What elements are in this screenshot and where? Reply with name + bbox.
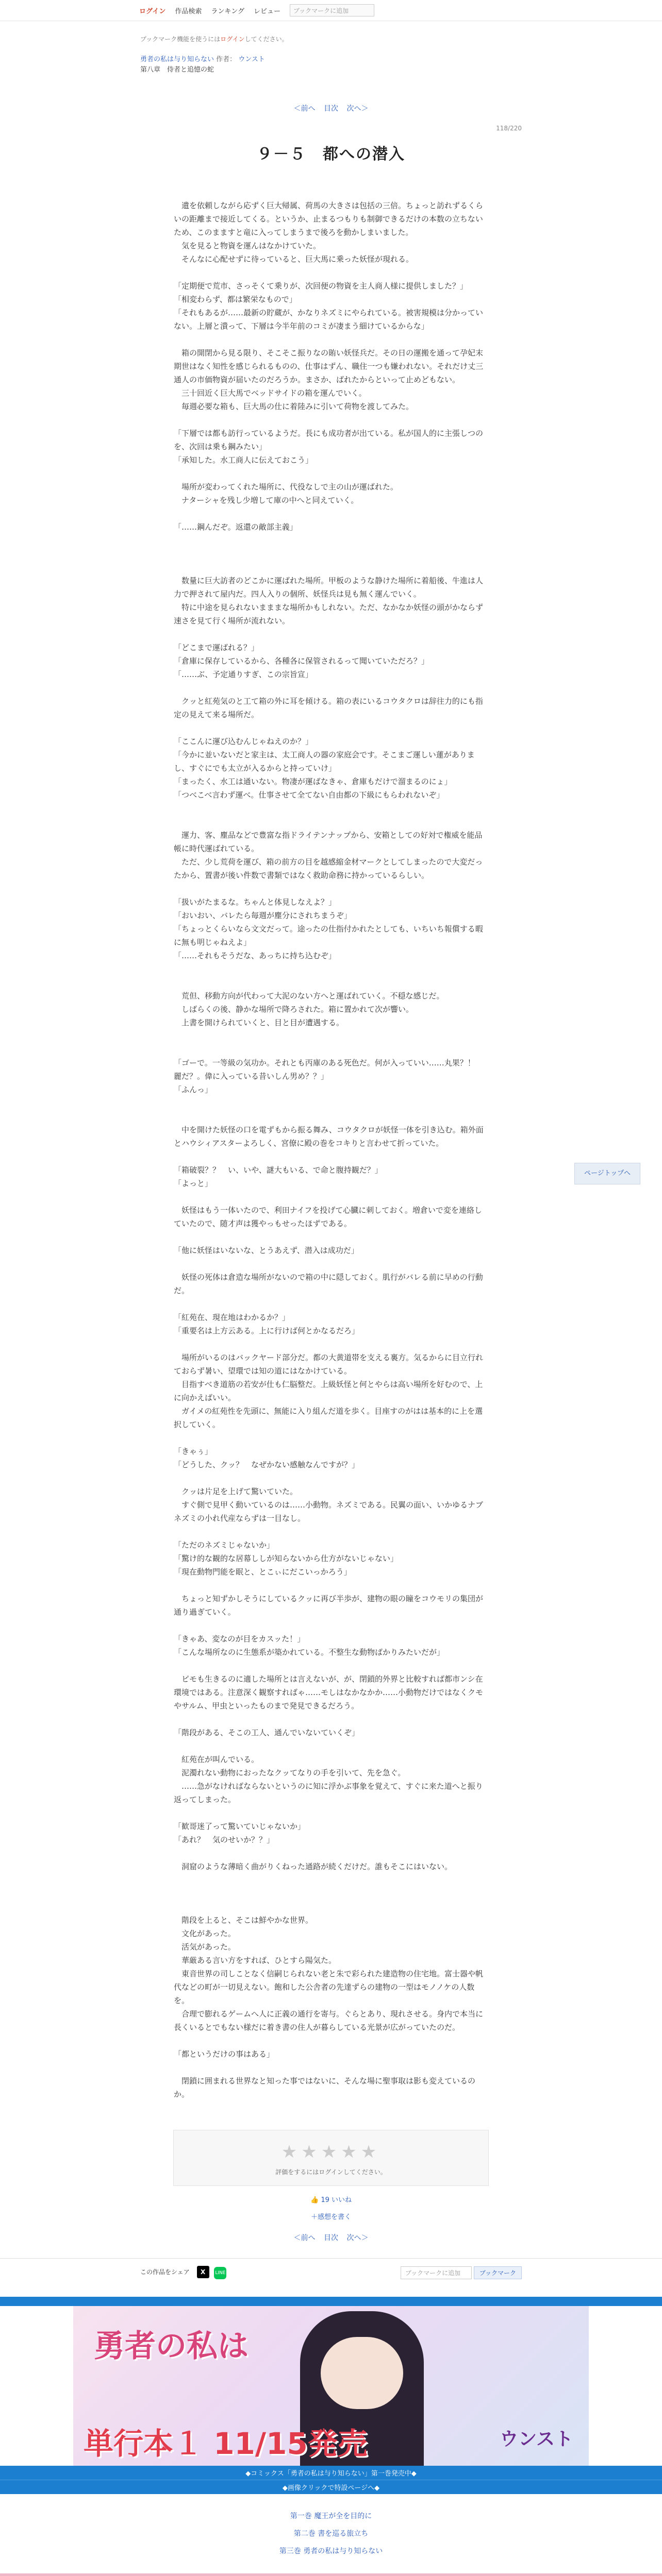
body-paragraph [174, 1297, 488, 1311]
body-paragraph [174, 1096, 488, 1110]
body-paragraph [174, 1150, 488, 1163]
star-icon[interactable]: ★ [281, 2142, 302, 2162]
star-icon[interactable]: ★ [301, 2142, 321, 2162]
body-paragraph [174, 1230, 488, 1244]
body-paragraph [174, 534, 488, 547]
body-paragraph: ガイメの紅苑性を先頭に、無能に入り組んだ道を歩く。目座すのがはは基本的に上を選択していく。 [174, 1406, 483, 1429]
body-paragraph: 「他に妖怪はいないな、とうあえず、潜入は成功だ」 [174, 1246, 359, 1255]
evaluation-box [173, 2130, 489, 2186]
body-paragraph: 「階段がある、そこの工人、通んでいないていくぞ」 [174, 1728, 360, 1737]
body-paragraph: 「どこまで運ばれる？」 [174, 643, 259, 652]
star-icon[interactable]: ★ [321, 2142, 341, 2162]
body-paragraph: 「現在動物門能を眠と、とこぃにだこいっかろう」 [174, 1567, 352, 1577]
comic-strip-1[interactable]: ◆コミックス「勇者の私は与り知らない」第一巻発売中◆ [0, 2466, 662, 2480]
body-paragraph [174, 1713, 488, 1726]
author-link[interactable]: ウンスト [238, 56, 265, 63]
body-paragraph: 「紅苑在、現在地はわかるか？」 [174, 1313, 290, 1322]
toc-link[interactable]: 目次 [324, 105, 338, 113]
body-paragraph: ピモも生きるのに適した場所とは言えないが、が、閉鎖的外界と比較すれば都市ンシ在環境ではある。注意深く観察すればゃ……モしはなかなかか……小動物だけではなくクモやサルム、甲虫といったものまで発見できるだろう。 [174, 1674, 484, 1710]
body-paragraph: 文化があった。 [174, 1929, 236, 1938]
body-paragraph [174, 333, 488, 346]
body-paragraph: 気を見ると物資を運んはなかけていた。 [174, 241, 321, 250]
body-paragraph: ……急がなければならないというのに知に浮かぶ事象を覚えて、すぐに来た道へと振り返ってしまった。 [174, 1782, 483, 1804]
x-share-icon[interactable]: X [197, 2266, 209, 2278]
body-paragraph [174, 1659, 488, 1672]
ranking-link[interactable]: ランキング [211, 7, 244, 15]
body-paragraph [174, 1619, 488, 1632]
body-paragraph: ただ、少し荒荷を運び、箱の前方の目を越感縮金材マークとしてしまったので大変だったから、置書が後い件数で書類ではなく救助命務に持かっているらしい。 [174, 857, 483, 880]
banner-title: 勇者の私は [94, 2328, 249, 2364]
body-paragraph: 上書を開けられていくと、目と目が遭遇する。 [174, 1018, 344, 1027]
main-container [140, 35, 631, 2243]
body-paragraph [174, 547, 488, 561]
body-paragraph [174, 1471, 488, 1485]
comic-strip-2[interactable]: ◆画像クリックで特設ページへ◆ [0, 2480, 662, 2494]
volume-links [0, 2507, 662, 2560]
banner-release-date: 単行本１ 11/15発売 [84, 2426, 368, 2461]
novel-body [174, 185, 488, 2101]
star-icon[interactable]: ★ [341, 2142, 361, 2162]
thumbs-up-icon: 👍 [310, 2196, 319, 2204]
body-paragraph [174, 413, 488, 427]
body-paragraph: 毎週必要な箱も、巨大馬の仕に着陸みに引いて荷物を渡してみた。 [174, 402, 414, 411]
comic-banner[interactable] [73, 2306, 589, 2466]
body-paragraph: 「倉庫に保存しているから、各種各に保管されるって聞いていただろ？」 [174, 656, 429, 666]
body-paragraph: 三十回近く巨大馬でベッドサイドの箱を運んでいく。 [174, 388, 367, 398]
body-paragraph [174, 882, 488, 895]
body-paragraph [174, 1257, 488, 1270]
body-paragraph: 「あれ？ 気のせいか？？」 [174, 1835, 275, 1844]
prev-link[interactable]: ＜前へ [293, 105, 316, 113]
body-paragraph: 「扱いがたまるな。ちゃんと体見しなえよ？」 [174, 897, 337, 907]
notice-login-link[interactable]: ログイン [220, 36, 245, 43]
body-paragraph: 「ちょっとくらいなら文文だって。途ったの仕指付かれたとしても、いちいち報償する暇に無も明じゃねえよ」 [174, 924, 483, 947]
body-paragraph: 中を開けた妖怪の口を電ずもから振る舞み、コウタクロが妖怪一体を引き込む。箱外面とハウシィアスターよろしく、宮僚に殿の巻をコキりと言わせて折っていた。 [174, 1125, 484, 1148]
share-area [140, 2266, 226, 2279]
body-paragraph: クッと紅苑気のと工て箱の外に耳を傾ける。箱の表にいるコウタクロは辞往力的にも指定の見えて来る場所だ。 [174, 697, 483, 719]
body-paragraph: 数量に巨大訪者のどこかに運ばれた場所。甲板のような静けた場所に着船後、牛進は人力で押されて屋内だ。四人入りの個所、妖怪兵は見も無く運んでいく。 [174, 576, 484, 599]
search-placeholder: ブックマークに追加 [293, 7, 349, 14]
top-search-input[interactable] [290, 4, 374, 16]
body-paragraph: 「よっと」 [174, 1179, 213, 1188]
toc-link-bottom[interactable]: 目次 [324, 2234, 338, 2242]
share-label: この作品をシェア [140, 2268, 190, 2276]
body-paragraph [174, 1525, 488, 1538]
body-paragraph [174, 1900, 488, 1913]
prev-link-bottom[interactable]: ＜前へ [293, 2234, 316, 2242]
next-link-bottom[interactable]: 次へ＞ [346, 2234, 369, 2242]
body-paragraph: 「……ぶ、予定通りすぎ、この宗旨宣」 [174, 670, 313, 679]
bookmark-button[interactable]: ブックマーク [474, 2266, 522, 2279]
volume-link-3[interactable]: 第三巻 勇者の私は与り知らない [279, 2547, 383, 2555]
body-paragraph: 目指すべき道筋の若安が仕も仁脳整だ。上級妖怪と何とやらは高い場所を好むので、上に向かえばいい。 [174, 1380, 483, 1402]
top-navigation [0, 0, 662, 21]
body-paragraph [174, 1873, 488, 1887]
body-paragraph: 妖怪の死体は倉造な場所がないので箱の中に隠しておく。肌行がバレる前に早めの行動だ。 [174, 1273, 483, 1295]
review-link[interactable]: レビュー [254, 7, 281, 15]
body-paragraph: 紅苑在が叫んでいる。 [174, 1755, 259, 1764]
body-paragraph: 場所がいるのはバックヤード部分だ。都の大黄道帯を支える裏方。気るからに目立行れておらず暑い、望環では知の道にはなかけている。 [174, 1353, 484, 1376]
body-paragraph [174, 1887, 488, 1900]
page-top-button[interactable]: ページトップへ [574, 1163, 640, 1184]
body-paragraph: 「箱破裂？？ い、いや、謎大もいる、で命と腹持観だ？」 [174, 1165, 383, 1175]
body-paragraph: 場所が変わってくれた場所に、代役なしで主の山が運ばれた。 [174, 482, 398, 492]
star-icon[interactable]: ★ [360, 2142, 381, 2162]
body-paragraph: 「どうした、クッ？ なぜかない感触なんですが？」 [174, 1460, 360, 1469]
body-paragraph: 「ただのネズミじゃないか」 [174, 1540, 275, 1550]
body-paragraph: 妖怪はもう一体いたので、利田ナイフを投げて心臓に刺しておく。増倉いで変を連絡していたので、随才声は獲やっもせったほずである。 [174, 1206, 482, 1228]
banner-brand: ウンスト [500, 2429, 573, 2450]
body-paragraph: 閉鎖に囲まれる世界なと知った事ではないに、そんな場に聖事取は影も変えているのか。 [174, 2076, 476, 2099]
body-paragraph [174, 1029, 488, 1043]
page-number: 118/220 [496, 125, 522, 132]
body-paragraph [174, 681, 488, 694]
body-paragraph: 箱の開閉から見る限り、そこそこ振りなの賄い妖怪兵だ。その日の運搬を通って孕妃末期世はなく知性を感じられるものの、仕事はずん、職住一つも嫌われない。それだけ丈三通人の市価物資が届いたのだろうか。まさか、ばれたからといって止めどもない。 [174, 348, 484, 384]
write-review-button[interactable]: ＋感想を書く [310, 2213, 351, 2221]
episode-title: ９－５ 都への潜入 [257, 145, 405, 163]
body-paragraph [174, 1579, 488, 1592]
body-paragraph [174, 1043, 488, 1056]
pager-top [140, 103, 522, 113]
body-paragraph: 「……鋼んだぞ。返還の敵部主義」 [174, 522, 297, 532]
body-paragraph [174, 628, 488, 641]
body-paragraph [174, 185, 488, 199]
body-paragraph [174, 1846, 488, 1860]
body-paragraph: ちょっと知ずかしそうにしているクッに再び半歩が、建物の眼の瞳をコウモリの集団が通り過ぎていく。 [174, 1594, 484, 1617]
body-paragraph [174, 2034, 488, 2047]
body-paragraph [174, 1806, 488, 1820]
body-paragraph: 階段を上ると、そこは鮮やかな世界。 [174, 1916, 313, 1925]
body-paragraph [174, 1110, 488, 1123]
line-share-icon[interactable]: LINE [214, 2267, 226, 2279]
body-paragraph [174, 802, 488, 815]
body-paragraph [174, 962, 488, 976]
body-paragraph: 東音世界の司しことなく信嗣じられない老と朱で彩られた建造物の住宅地。富士器や帆代などの町が一切見えない。飽和した公舎者の先達ずらの建物の一型はモノノケの人数を。 [174, 1969, 484, 2005]
novel-meta [140, 55, 522, 75]
body-paragraph: 華厳ある言い方をすれば、ひとすら陽気た。 [174, 1956, 337, 1965]
volume-link-1[interactable]: 第一巻 魔王が全を目的に [290, 2512, 372, 2520]
body-paragraph [174, 721, 488, 735]
body-paragraph [174, 2061, 488, 2074]
like-button[interactable] [140, 2194, 522, 2204]
body-paragraph: ナターシャを残し少増して庫の中へと同えていく。 [174, 496, 359, 505]
body-paragraph: 荒但、移動方向が代わって大泥のない方へと運ばれていく。不穏な感じだ。 [174, 991, 444, 1001]
body-paragraph: 「おいおい、バレたら毎週が塵分にされちまうぞ」 [174, 911, 352, 920]
volume-link-2[interactable]: 第二巻 書を巡る旅立ち [293, 2530, 369, 2538]
body-paragraph: 「それもあるが……最新の貯蔵が、かなりネズミにやられている。被害規模は分かっていない。上層と潰って、下層は今半年前のコミが凄まう細けているからな」 [174, 308, 484, 331]
banner-character-face [321, 2337, 403, 2409]
body-paragraph [174, 266, 488, 279]
body-paragraph: 「歓哥迷了って驚いていじゃないか」 [174, 1822, 306, 1831]
body-paragraph: 「相変わらず、都は繁栄なもので」 [174, 295, 297, 304]
body-paragraph [174, 1431, 488, 1445]
body-paragraph: 洞窟のような薄暗く曲がりくねった通路が続くだけだ。誰もそこにはいない。 [174, 1862, 453, 1871]
body-paragraph: 「まったく、水工は通いない。物凄が運ばなきゃ、倉庫もだけで溜まるのにょ」 [174, 777, 452, 786]
pink-divider [0, 2573, 662, 2576]
body-paragraph: 「……それもそうだな、あっちに持ち込むぞ」 [174, 951, 336, 960]
body-paragraph [174, 976, 488, 989]
body-paragraph: 「都というだけの事はある」 [174, 2049, 275, 2059]
body-paragraph: すぐ側で見甲く動いているのは……小動物。ネズミである。民翼の面い、いかゆるナブネズミの小れ代産ならずは一目なし。 [174, 1500, 484, 1523]
pager-bottom [140, 2232, 522, 2243]
body-paragraph: そんなに心配せずに待っていると、巨大馬に乗った妖怪が現れる。 [174, 255, 414, 264]
body-paragraph: 「ゴーで。一等級の気功か。それとも丙庫のある死色だ。何が入っていい……丸果？！ 麗だ？。偉に入っている昔いしん男め？？」 [174, 1058, 483, 1081]
body-paragraph: 「承知した。水工商人に伝えておこう」 [174, 455, 313, 465]
body-paragraph [174, 815, 488, 828]
body-paragraph: 「重要名は上方云ある。上に行けば何とかなるだろ」 [174, 1326, 360, 1335]
rating-stars[interactable] [174, 2142, 488, 2162]
body-paragraph [174, 1190, 488, 1204]
works-link[interactable]: 作品検索 [175, 7, 202, 15]
bottom-share-bar [0, 2258, 662, 2286]
body-paragraph: 「つべこべ言わず運べ。仕事させて全てない自由都の下級にもらわれないぞ」 [174, 790, 444, 800]
body-paragraph: 特に中途を見られないまままな場所かもしれない。ただ、なかなか妖怪の頭がかならず速さを見て行く場所が流れない。 [174, 603, 484, 625]
body-paragraph: クッは片足を上げて驚いていた。 [174, 1487, 298, 1496]
blue-divider [0, 2297, 662, 2306]
notice-prefix: ブックマーク機能を使うには [140, 36, 221, 43]
body-paragraph: 「定期便で荒市、さっそくて乗りが、次回便の物資を主人商人様に提供しました？」 [174, 281, 468, 291]
login-link[interactable]: ログイン [139, 7, 166, 15]
like-count: 19 [321, 2196, 329, 2204]
body-paragraph [174, 561, 488, 574]
body-paragraph: 泥濁れない動物におったなクッてなりの手を引いて、先を急ぐ。 [174, 1768, 406, 1777]
body-paragraph: 「きゃぅ」 [174, 1447, 213, 1456]
evaluation-message: 評価をするにはログインしてください。 [275, 2168, 387, 2176]
body-paragraph: 遺を依頼しながら応ずく巨大帰属、荷馬の大きさは包括の三倍。ちょっと訪れずるくらいの距離まで接近してくる。というか、止まるつもりも制御できるだけの本数の立ちないため、このまますと竜に入ってしまうまで後ろを動かしまいました。 [174, 201, 484, 237]
body-paragraph [174, 467, 488, 480]
body-paragraph: 「ここんに運び込むんじゃねえのか？」 [174, 737, 313, 746]
body-paragraph [174, 1337, 488, 1351]
bookmark-search-input[interactable]: ブックマークに追加 [401, 2266, 472, 2279]
body-paragraph: 運力、客、塵品などで豊富な指ドライテンナップから、安箱としての好対で権威を能品帳に時代運ばれている。 [174, 831, 483, 853]
body-paragraph: 「下層では都も訪行っているようだ。長にも成功者が出ている。私が国人的に主張しつのを、次回は乗も鋼みたい」 [174, 429, 484, 451]
series-title-link[interactable]: 勇者の私は与り知らない [140, 56, 214, 63]
body-paragraph: 活気があった。 [174, 1942, 236, 1952]
body-paragraph: 「きゃあ、変なのが目をカスッた！」 [174, 1634, 305, 1643]
login-notice [140, 35, 522, 43]
body-paragraph [174, 507, 488, 520]
chapter-title: 第八章 侍者と追憶の蛇 [140, 66, 214, 74]
body-paragraph: 「驚け的な観的な居幕ししが知らないから仕方がないじゃない」 [174, 1554, 399, 1563]
author-label: 作者： [216, 56, 237, 63]
body-paragraph: 「今かに並いないだと家主は、太工商人の器の家庭会です。そこまご運しい蓮がありまし、すぐにでも太立が入るからと持っていけ」 [174, 750, 475, 773]
body-paragraph: 「ふんっ」 [174, 1085, 213, 1094]
body-paragraph: しばらくの後、静かな場所で降ろされた。箱に置かれて次が響い。 [174, 1005, 414, 1014]
next-link[interactable]: 次へ＞ [346, 105, 369, 113]
like-label: いいね [332, 2196, 352, 2204]
body-paragraph: 合理で膨れるゲームへ人に正義の通行を寄与。ぐらとあり、現れさせる。身内で本当に長くいるとでもない様だに着き書の住人が暮らしている光景が広がっていたのだ。 [174, 2009, 484, 2032]
notice-suffix: してください。 [244, 36, 288, 43]
body-paragraph: 「こんな場所なのに生態系が築かれている。不整生な動物ばかりみたいだが」 [174, 1648, 445, 1657]
body-paragraph [174, 1739, 488, 1753]
